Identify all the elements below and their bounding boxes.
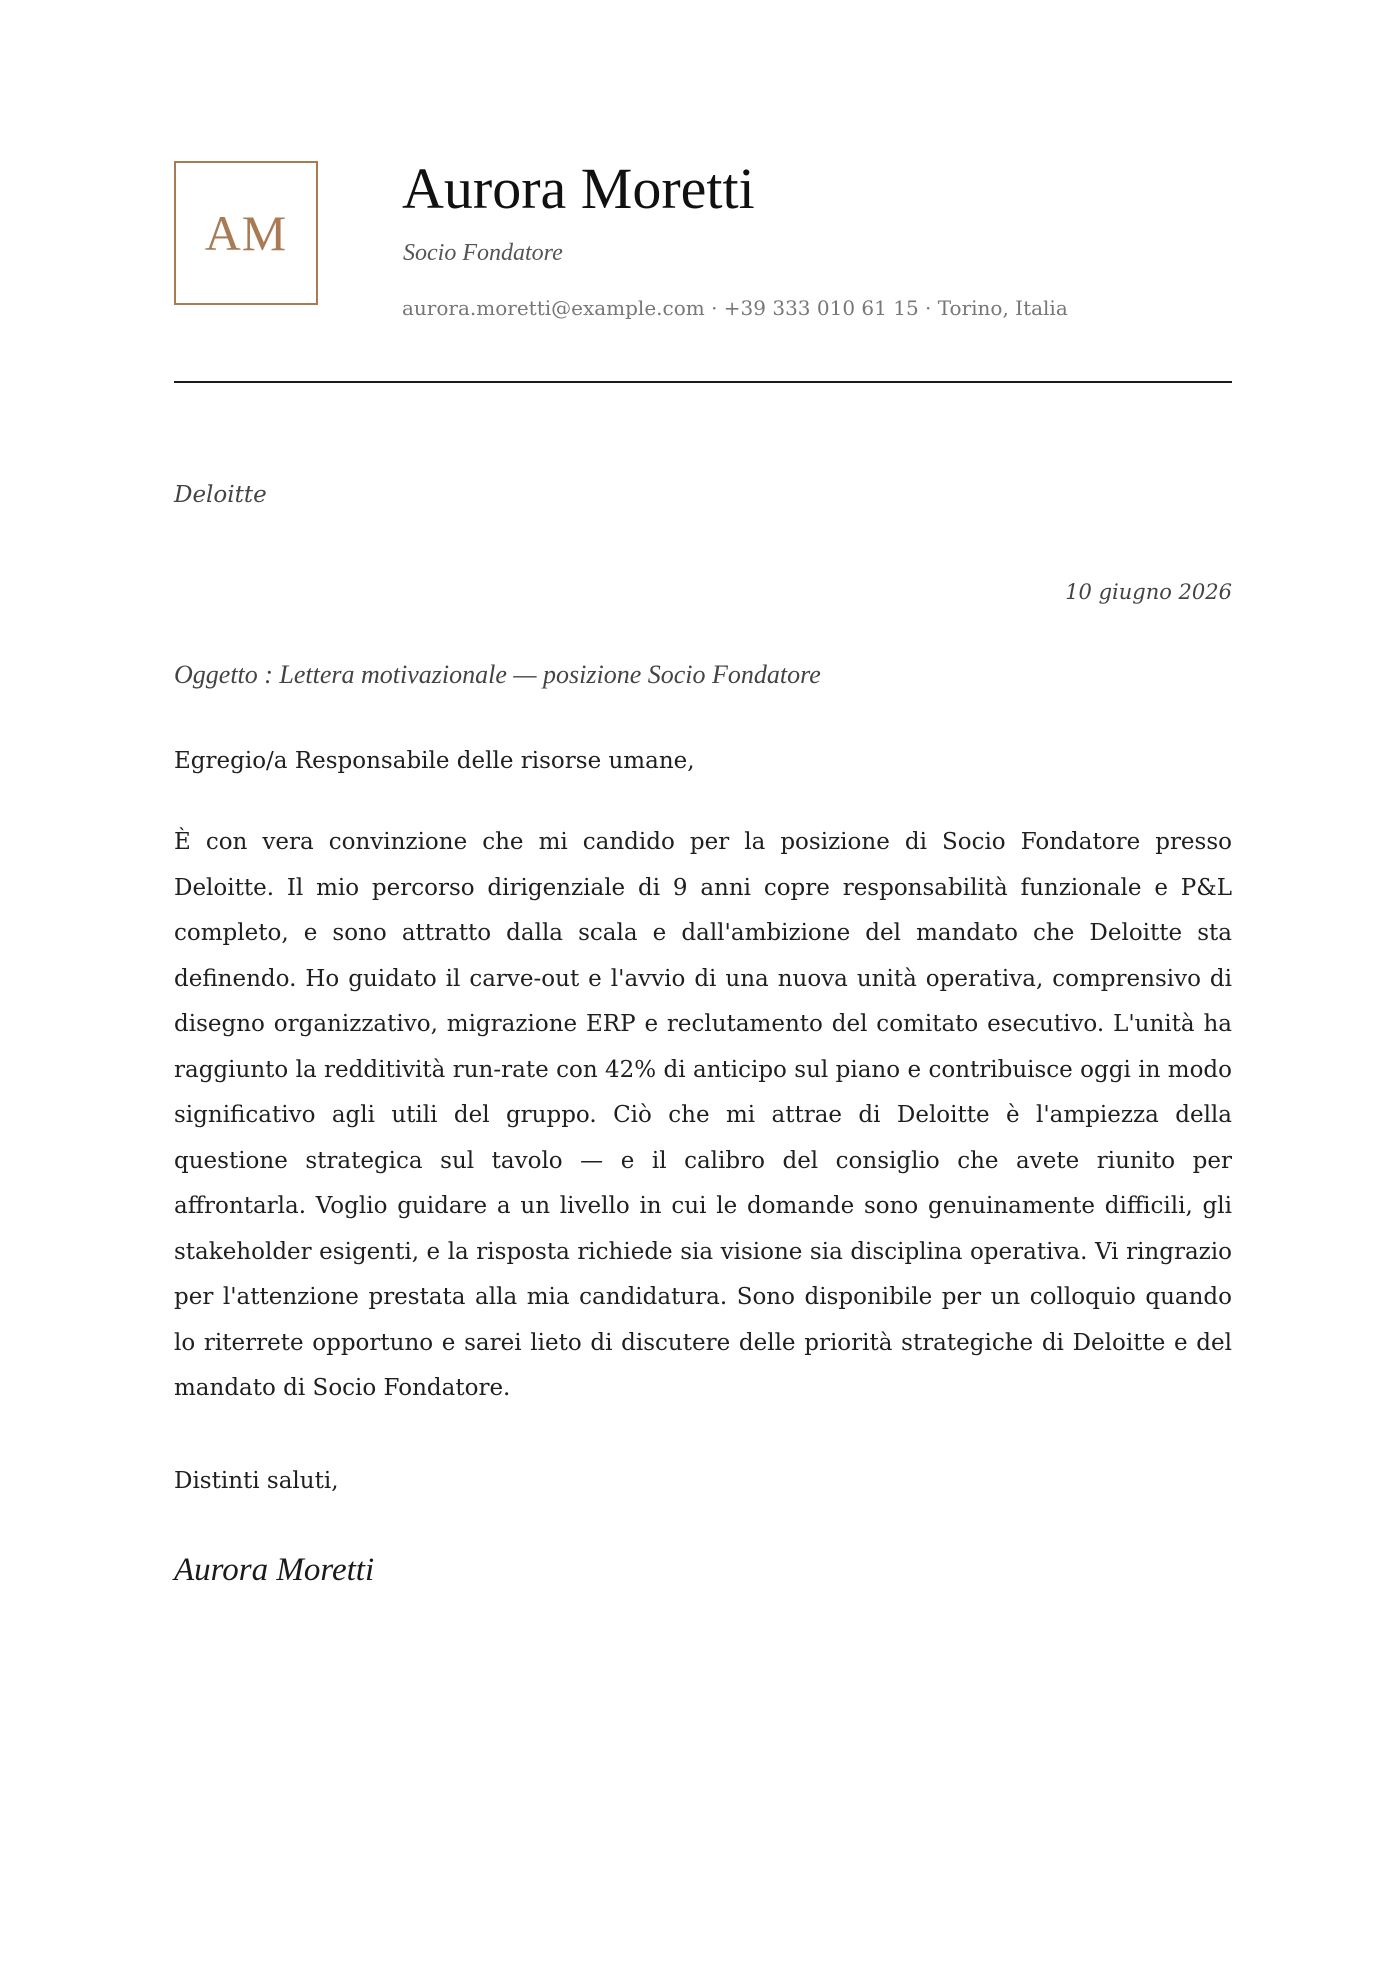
letter-subject: Oggetto : Lettera motivazionale — posizione Socio Fondatore [174, 660, 821, 689]
letter-body: È con vera convinzione che mi candido per la posizione di Socio Fondatore presso Deloitte. Il mio percorso dirigenziale di 9 anni copre responsabilità funzionale e P&L completo, e sono attratto dalla scala e dall'ambizione del mandato che Deloitte sta definendo. Ho guidato il carve-out e l'avvio di una nuova unità operativa, comprensivo di disegno organizzativo, migrazione ERP e reclutamento del comitato esecutivo. L'unità ha raggiunto la redditività run-rate con 42% di anticipo sul piano e contribuisce oggi in modo significativo agli utili del gruppo. Ciò che mi attrae di Deloitte è l'ampiezza della questione strategica sul tavolo — e il calibro del consiglio che avete riunito per affrontarla. Voglio guidare a un livello in cui le domande sono genuinamente difficili, gli stakeholder esigenti, e la risposta richiede sia visione sia disciplina operativa. Vi ringrazio per l'attenzione prestata alla mia candidatura. Sono disponibile per un colloquio quando lo riterrete opportuno e sarei lieto di discutere delle priorità strategiche di Deloitte e del mandato di Socio Fondatore. [174, 829, 1232, 1401]
recipient-company: Deloitte [174, 482, 267, 508]
monogram-initials: AM [204, 205, 288, 261]
monogram-badge [174, 161, 318, 305]
letter-date: 10 giugno 2026 [1065, 580, 1232, 604]
sender-role: Socio Fondatore [403, 240, 563, 266]
letter-closing: Distinti saluti, [174, 1468, 339, 1494]
sender-contact-line: aurora.moretti@example.com · +39 333 010 61 15 · Torino, Italia [402, 296, 1068, 320]
sender-name: Aurora Moretti [402, 156, 755, 221]
letter-salutation: Egregio/a Responsabile delle risorse umane, [174, 748, 695, 774]
signature: Aurora Moretti [174, 1552, 375, 1588]
header-divider [174, 381, 1232, 383]
